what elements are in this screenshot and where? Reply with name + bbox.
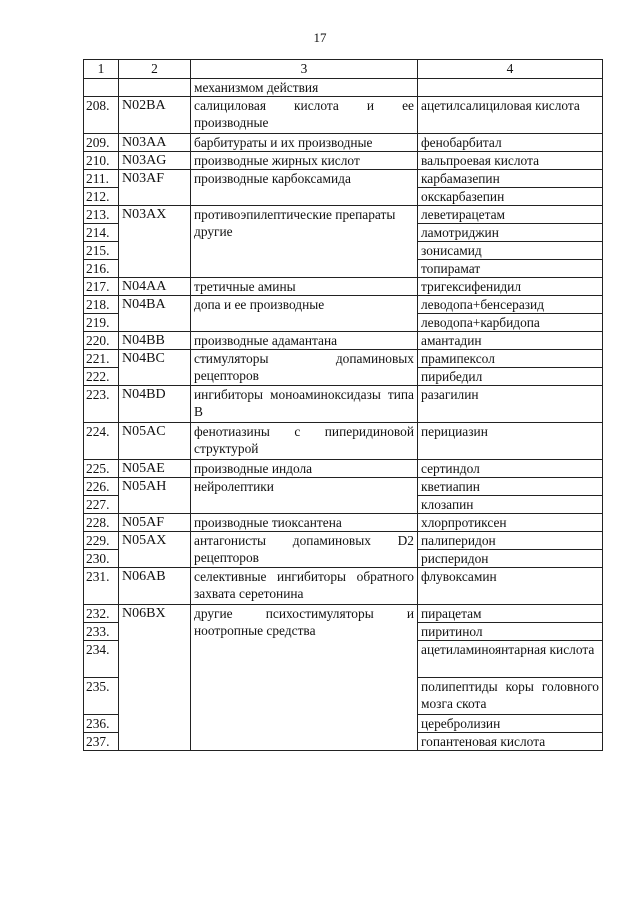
header-cell-3: 3 — [191, 60, 418, 79]
drug-cell: окскарбазепин — [418, 188, 603, 206]
code-cell: N03AA — [119, 134, 191, 152]
table-row — [84, 460, 603, 478]
num-cell: 212. — [84, 188, 119, 206]
drug-cell: полипептиды коры головного мозга скота — [418, 678, 603, 715]
num-cell: 219. — [84, 314, 119, 332]
code-cell: N03AG — [119, 152, 191, 170]
num-cell: 233. — [84, 623, 119, 641]
table-row — [84, 296, 603, 314]
num-cell — [84, 79, 119, 97]
num-cell: 221. — [84, 350, 119, 368]
num-cell: 236. — [84, 715, 119, 733]
group-cell: салициловая кислота и ее производные — [191, 97, 418, 134]
table-row — [84, 568, 603, 605]
table-row — [84, 423, 603, 460]
code-cell: N05AE — [119, 460, 191, 478]
drug-cell: вальпроевая кислота — [418, 152, 603, 170]
group-cell: селективные ингибиторы обратного захвата серетонина — [191, 568, 418, 605]
code-cell: N02BA — [119, 97, 191, 134]
num-cell: 232. — [84, 605, 119, 623]
table-row — [84, 206, 603, 224]
code-cell: N05AF — [119, 514, 191, 532]
drug-cell: сертиндол — [418, 460, 603, 478]
code-cell: N04BD — [119, 386, 191, 423]
num-cell: 222. — [84, 368, 119, 386]
code-cell: N06BX — [119, 605, 191, 751]
num-cell: 213. — [84, 206, 119, 224]
num-cell: 229. — [84, 532, 119, 550]
drug-cell: перициазин — [418, 423, 603, 460]
drug-cell: тригексифенидил — [418, 278, 603, 296]
num-cell: 227. — [84, 496, 119, 514]
drug-cell: пирибедил — [418, 368, 603, 386]
table-row — [84, 152, 603, 170]
table-row — [84, 532, 603, 550]
num-cell: 225. — [84, 460, 119, 478]
code-cell: N04BA — [119, 296, 191, 332]
num-cell: 216. — [84, 260, 119, 278]
group-cell: стимуляторы допаминовых рецепторов — [191, 350, 418, 386]
header-row — [84, 60, 603, 79]
num-cell: 210. — [84, 152, 119, 170]
num-cell: 223. — [84, 386, 119, 423]
code-cell: N04BC — [119, 350, 191, 386]
code-cell: N04AA — [119, 278, 191, 296]
table-row — [84, 605, 603, 623]
drug-cell: амантадин — [418, 332, 603, 350]
table-row — [84, 514, 603, 532]
group-cell: антагонисты допаминовых D2 рецепторов — [191, 532, 418, 568]
page-number: 17 — [313, 30, 327, 45]
group-cell: механизмом действия — [191, 79, 418, 97]
code-cell: N05AX — [119, 532, 191, 568]
group-cell: противоэпилептические препараты другие — [191, 206, 418, 278]
drug-cell: ламотриджин — [418, 224, 603, 242]
num-cell: 226. — [84, 478, 119, 496]
drug-cell: клозапин — [418, 496, 603, 514]
group-cell: производные тиоксантена — [191, 514, 418, 532]
drug-cell: гопантеновая кислота — [418, 733, 603, 751]
drug-cell: кветиапин — [418, 478, 603, 496]
drug-cell — [418, 79, 603, 97]
code-cell — [119, 79, 191, 97]
code-cell: N05AC — [119, 423, 191, 460]
group-cell: допа и ее производные — [191, 296, 418, 332]
drug-cell: флувоксамин — [418, 568, 603, 605]
drug-cell: пирацетам — [418, 605, 603, 623]
num-cell: 208. — [84, 97, 119, 134]
num-cell: 209. — [84, 134, 119, 152]
num-cell: 220. — [84, 332, 119, 350]
num-cell: 235. — [84, 678, 119, 715]
group-cell: производные адамантана — [191, 332, 418, 350]
num-cell: 218. — [84, 296, 119, 314]
group-cell: производные индола — [191, 460, 418, 478]
table-row — [84, 278, 603, 296]
table-row — [84, 170, 603, 188]
drug-table — [83, 59, 603, 751]
drug-cell: леводопа+карбидопа — [418, 314, 603, 332]
num-cell: 228. — [84, 514, 119, 532]
num-cell: 215. — [84, 242, 119, 260]
drug-cell: топирамат — [418, 260, 603, 278]
drug-cell: разагилин — [418, 386, 603, 423]
group-cell: производные жирных кислот — [191, 152, 418, 170]
drug-cell: леводопа+бенсеразид — [418, 296, 603, 314]
code-cell: N04BB — [119, 332, 191, 350]
drug-cell: пиритинол — [418, 623, 603, 641]
table-row — [84, 97, 603, 134]
group-cell: третичные амины — [191, 278, 418, 296]
num-cell: 214. — [84, 224, 119, 242]
drug-cell: хлорпротиксен — [418, 514, 603, 532]
header-cell-2: 2 — [119, 60, 191, 79]
group-cell: фенотиазины с пиперидиновой структурой — [191, 423, 418, 460]
table-row — [84, 478, 603, 496]
table-row — [84, 350, 603, 368]
table-row — [84, 332, 603, 350]
group-cell: нейролептики — [191, 478, 418, 514]
drug-cell: ацетиламиноянтарная кислота — [418, 641, 603, 678]
drug-cell: фенобарбитал — [418, 134, 603, 152]
group-cell: производные карбоксамида — [191, 170, 418, 206]
code-cell: N06AB — [119, 568, 191, 605]
header-cell-4: 4 — [418, 60, 603, 79]
num-cell: 230. — [84, 550, 119, 568]
table-row-continuation — [84, 79, 603, 97]
drug-cell: прамипексол — [418, 350, 603, 368]
code-cell: N03AF — [119, 170, 191, 206]
drug-cell: леветирацетам — [418, 206, 603, 224]
group-cell: ингибиторы моноаминоксидазы типа В — [191, 386, 418, 423]
num-cell: 234. — [84, 641, 119, 678]
num-cell: 237. — [84, 733, 119, 751]
group-cell: другие психостимуляторы и ноотропные средства — [191, 605, 418, 751]
drug-cell: палиперидон — [418, 532, 603, 550]
drug-cell: рисперидон — [418, 550, 603, 568]
drug-cell: ацетилсалициловая кислота — [418, 97, 603, 134]
num-cell: 211. — [84, 170, 119, 188]
drug-cell: зонисамид — [418, 242, 603, 260]
num-cell: 217. — [84, 278, 119, 296]
code-cell: N03AX — [119, 206, 191, 278]
header-cell-1: 1 — [84, 60, 119, 79]
table-row — [84, 386, 603, 423]
num-cell: 231. — [84, 568, 119, 605]
code-cell: N05AH — [119, 478, 191, 514]
group-cell: барбитураты и их производные — [191, 134, 418, 152]
drug-cell: карбамазепин — [418, 170, 603, 188]
table-row — [84, 134, 603, 152]
num-cell: 224. — [84, 423, 119, 460]
drug-cell: церебролизин — [418, 715, 603, 733]
